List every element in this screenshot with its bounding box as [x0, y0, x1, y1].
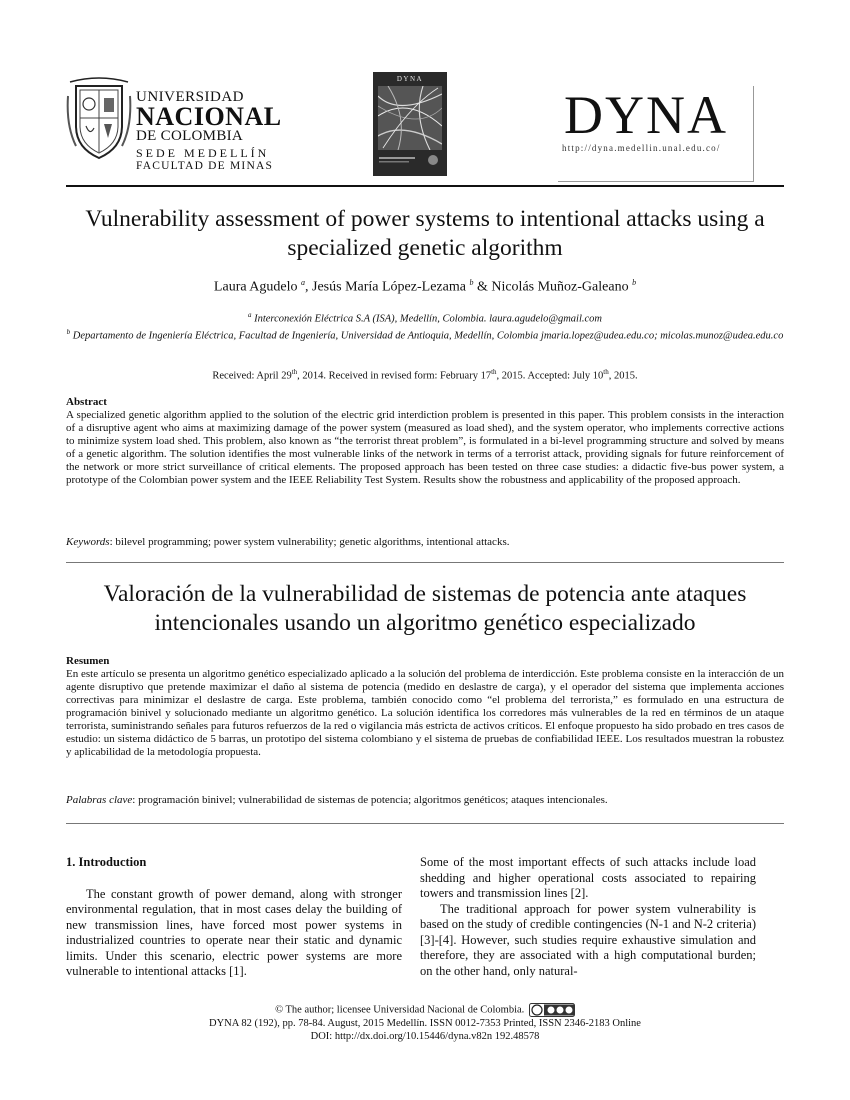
- university-line-5: FACULTAD DE MINAS: [136, 160, 274, 172]
- body-column-left: [66, 855, 402, 980]
- received-dates: [66, 368, 784, 382]
- citation-line: DYNA 82 (192), pp. 78-84. August, 2015 Medellín. ISSN 0012-7353 Printed, ISSN 2346-2183 Online: [209, 1018, 641, 1029]
- affiliations: [66, 309, 784, 342]
- affiliation-text: Departamento de Ingeniería Eléctrica, Facultad de Ingeniería, Universidad de Antioquia, Medellín, Colombia jmaria.lopez@udea.edu.co; micolas.munoz@udea.edu.co: [72, 330, 784, 341]
- cover-texture-image: [378, 86, 442, 150]
- received-part: , 2015.: [608, 370, 638, 382]
- body-paragraph: Some of the most important effects of such attacks include load shedding and higher operational costs associated to repairing towers and transmission lines [2].: [420, 855, 756, 900]
- author-affiliation-mark: b: [632, 278, 637, 287]
- page-footer: [66, 1003, 784, 1043]
- section-divider: [66, 823, 784, 824]
- doi-line: DOI: http://dx.doi.org/10.15446/dyna.v82n 192.48578: [310, 1031, 540, 1042]
- journal-logo: DYNA: [564, 85, 728, 145]
- palabras-clave: [66, 794, 784, 806]
- author-affiliation-mark: b: [469, 278, 474, 287]
- affiliation-mark: b: [66, 327, 71, 336]
- palabras-text: : programación binivel; vulnerabilidad de sistemas de potencia; algoritmos genéticos; ataques intencionales.: [132, 794, 608, 806]
- cover-title: DYNA: [396, 75, 424, 83]
- university-line-3: DE COLOMBIA: [136, 128, 244, 144]
- author-list: [66, 278, 784, 296]
- ordinal-suffix: th: [491, 368, 497, 376]
- affiliation-mark: a: [247, 311, 252, 319]
- journal-cover-thumbnail: [373, 72, 447, 176]
- author-name: Laura Agudelo: [213, 279, 298, 295]
- received-part: , 2015. Accepted: July 10: [496, 370, 604, 382]
- university-crest-icon: [66, 76, 132, 162]
- university-logo: [66, 72, 366, 182]
- dyna-logo-box: [558, 86, 754, 182]
- article-title-spanish: Valoración de la vulnerabilidad de sistemas de potencia ante ataques intencionales usando un algoritmo genético especializado: [103, 581, 747, 636]
- header-divider: [66, 185, 784, 187]
- body-paragraph: The constant growth of power demand, along with stronger environmental regulation, that in most cases delay the building of new transmission lines, have forced most power systems in industrialized countries to operate near their static and dynamic limits. Under this scenario, electric power systems are more vulnerable to intentional attacks [1].: [66, 886, 402, 978]
- author-separator: &: [473, 279, 492, 295]
- section-divider: [66, 562, 784, 563]
- journal-url: http://dyna.medellin.unal.edu.co/: [562, 143, 721, 153]
- university-line-1: UNIVERSIDAD: [136, 89, 244, 105]
- cover-footer-marks: [379, 154, 441, 166]
- body-column-right: [420, 855, 756, 979]
- keywords-text: : bilevel programming; power system vulnerability; genetic algorithms, intentional attacks.: [109, 536, 510, 548]
- author-name: Jesús María López-Lezama: [312, 279, 466, 295]
- section-heading: 1. Introduction: [66, 855, 147, 869]
- author-name: Nicolás Muñoz-Galeano: [491, 279, 629, 295]
- university-line-2: NACIONAL: [136, 102, 282, 131]
- author-affiliation-mark: a: [301, 278, 306, 287]
- journal-header: [66, 68, 784, 186]
- received-part: , 2014. Received in revised form: February 17: [297, 370, 492, 382]
- abstract-text: A specialized genetic algorithm applied to the solution of the electric grid interdiction problem is presented in this paper. This problem consists in the interaction of a disruptive agent who aims at maximizing damage of the power system (measured as load shed), and the system operator, who implements corrective actions to minimize system load shed. This problem, also known as “the terrorist threat problem”, is formulated in a bi-level programming structure and solved by means of a genetic algorithm. The solution identifies the most vulnerable links of the network in terms of a terrorist attack, providing signals for future reinforcement of the network or more strict surveillance of critical elements. The proposed approach has been tested on three case studies: a didactic five-bus power system, a prototype of the Colombian power system and the IEEE Reliability Test System. Results show the robustness and applicability of the proposed approach.: [66, 409, 784, 486]
- resumen-heading: Resumen: [66, 655, 110, 667]
- affiliation-a: [66, 309, 784, 326]
- body-paragraph: The traditional approach for power system vulnerability is based on the study of credible contingencies (N-1 and N-2 criteria) [3]-[4]. However, such studies require exhaustive simulation and therefore, they are associated with a high computational burden; on the other hand, only natural-: [420, 901, 756, 978]
- license-line: [66, 1003, 784, 1017]
- palabras-label: Palabras clave: [66, 794, 133, 806]
- license-text: © The author; licensee Universidad Nacional de Colombia.: [275, 1004, 525, 1016]
- keywords-label: Keywords: [66, 536, 110, 548]
- article-title-english: Vulnerability assessment of power systems to intentional attacks using a specialized genetic algorithm: [85, 206, 765, 261]
- keywords: [66, 536, 784, 548]
- affiliation-text: Interconexión Eléctrica S.A (ISA), Medellín, Colombia. laura.agudelo@gmail.com: [254, 313, 603, 325]
- university-name: [136, 90, 282, 173]
- resumen-text: En este artículo se presenta un algoritmo genético especializado aplicado a la solución del problema de interdicción. Este problema consiste en la interacción de un agente disruptivo que pretende maximizar el daño al sistema de potencia (medido en deslastre de carga), y el operador del sistema que implementa acciones correctivas para minimizar el deslastre de carga. Este problema, también conocido como “el problema del terrorista,” es formulado en una estructura de programación binivel y solucionado mediante un algoritmo genético. La solución identifica los corredores más vulnerables de la red en términos de un ataque terrorista, suministrando señales para futuros refuerzos de la red o vigilancia más estricta de activos críticos. El enfoque propuesto ha sido probado en tres casos de estudio: un sistema didáctico de 5 barras, un prototipo del sistema colombiano y el sistema de pruebas de confiabilidad IEEE. Los resultados muestran la robustez y aplicabilidad de la metodología propuesta.: [66, 668, 784, 758]
- abstract-heading: Abstract: [66, 396, 107, 408]
- ordinal-suffix: th: [291, 368, 298, 376]
- university-line-4: SEDE MEDELLÍN: [136, 146, 270, 160]
- affiliation-b: [66, 326, 784, 343]
- creative-commons-icon: [529, 1003, 575, 1017]
- ordinal-suffix: th: [603, 368, 609, 376]
- received-part: Received: April 29: [212, 370, 292, 382]
- author-separator: ,: [305, 279, 313, 295]
